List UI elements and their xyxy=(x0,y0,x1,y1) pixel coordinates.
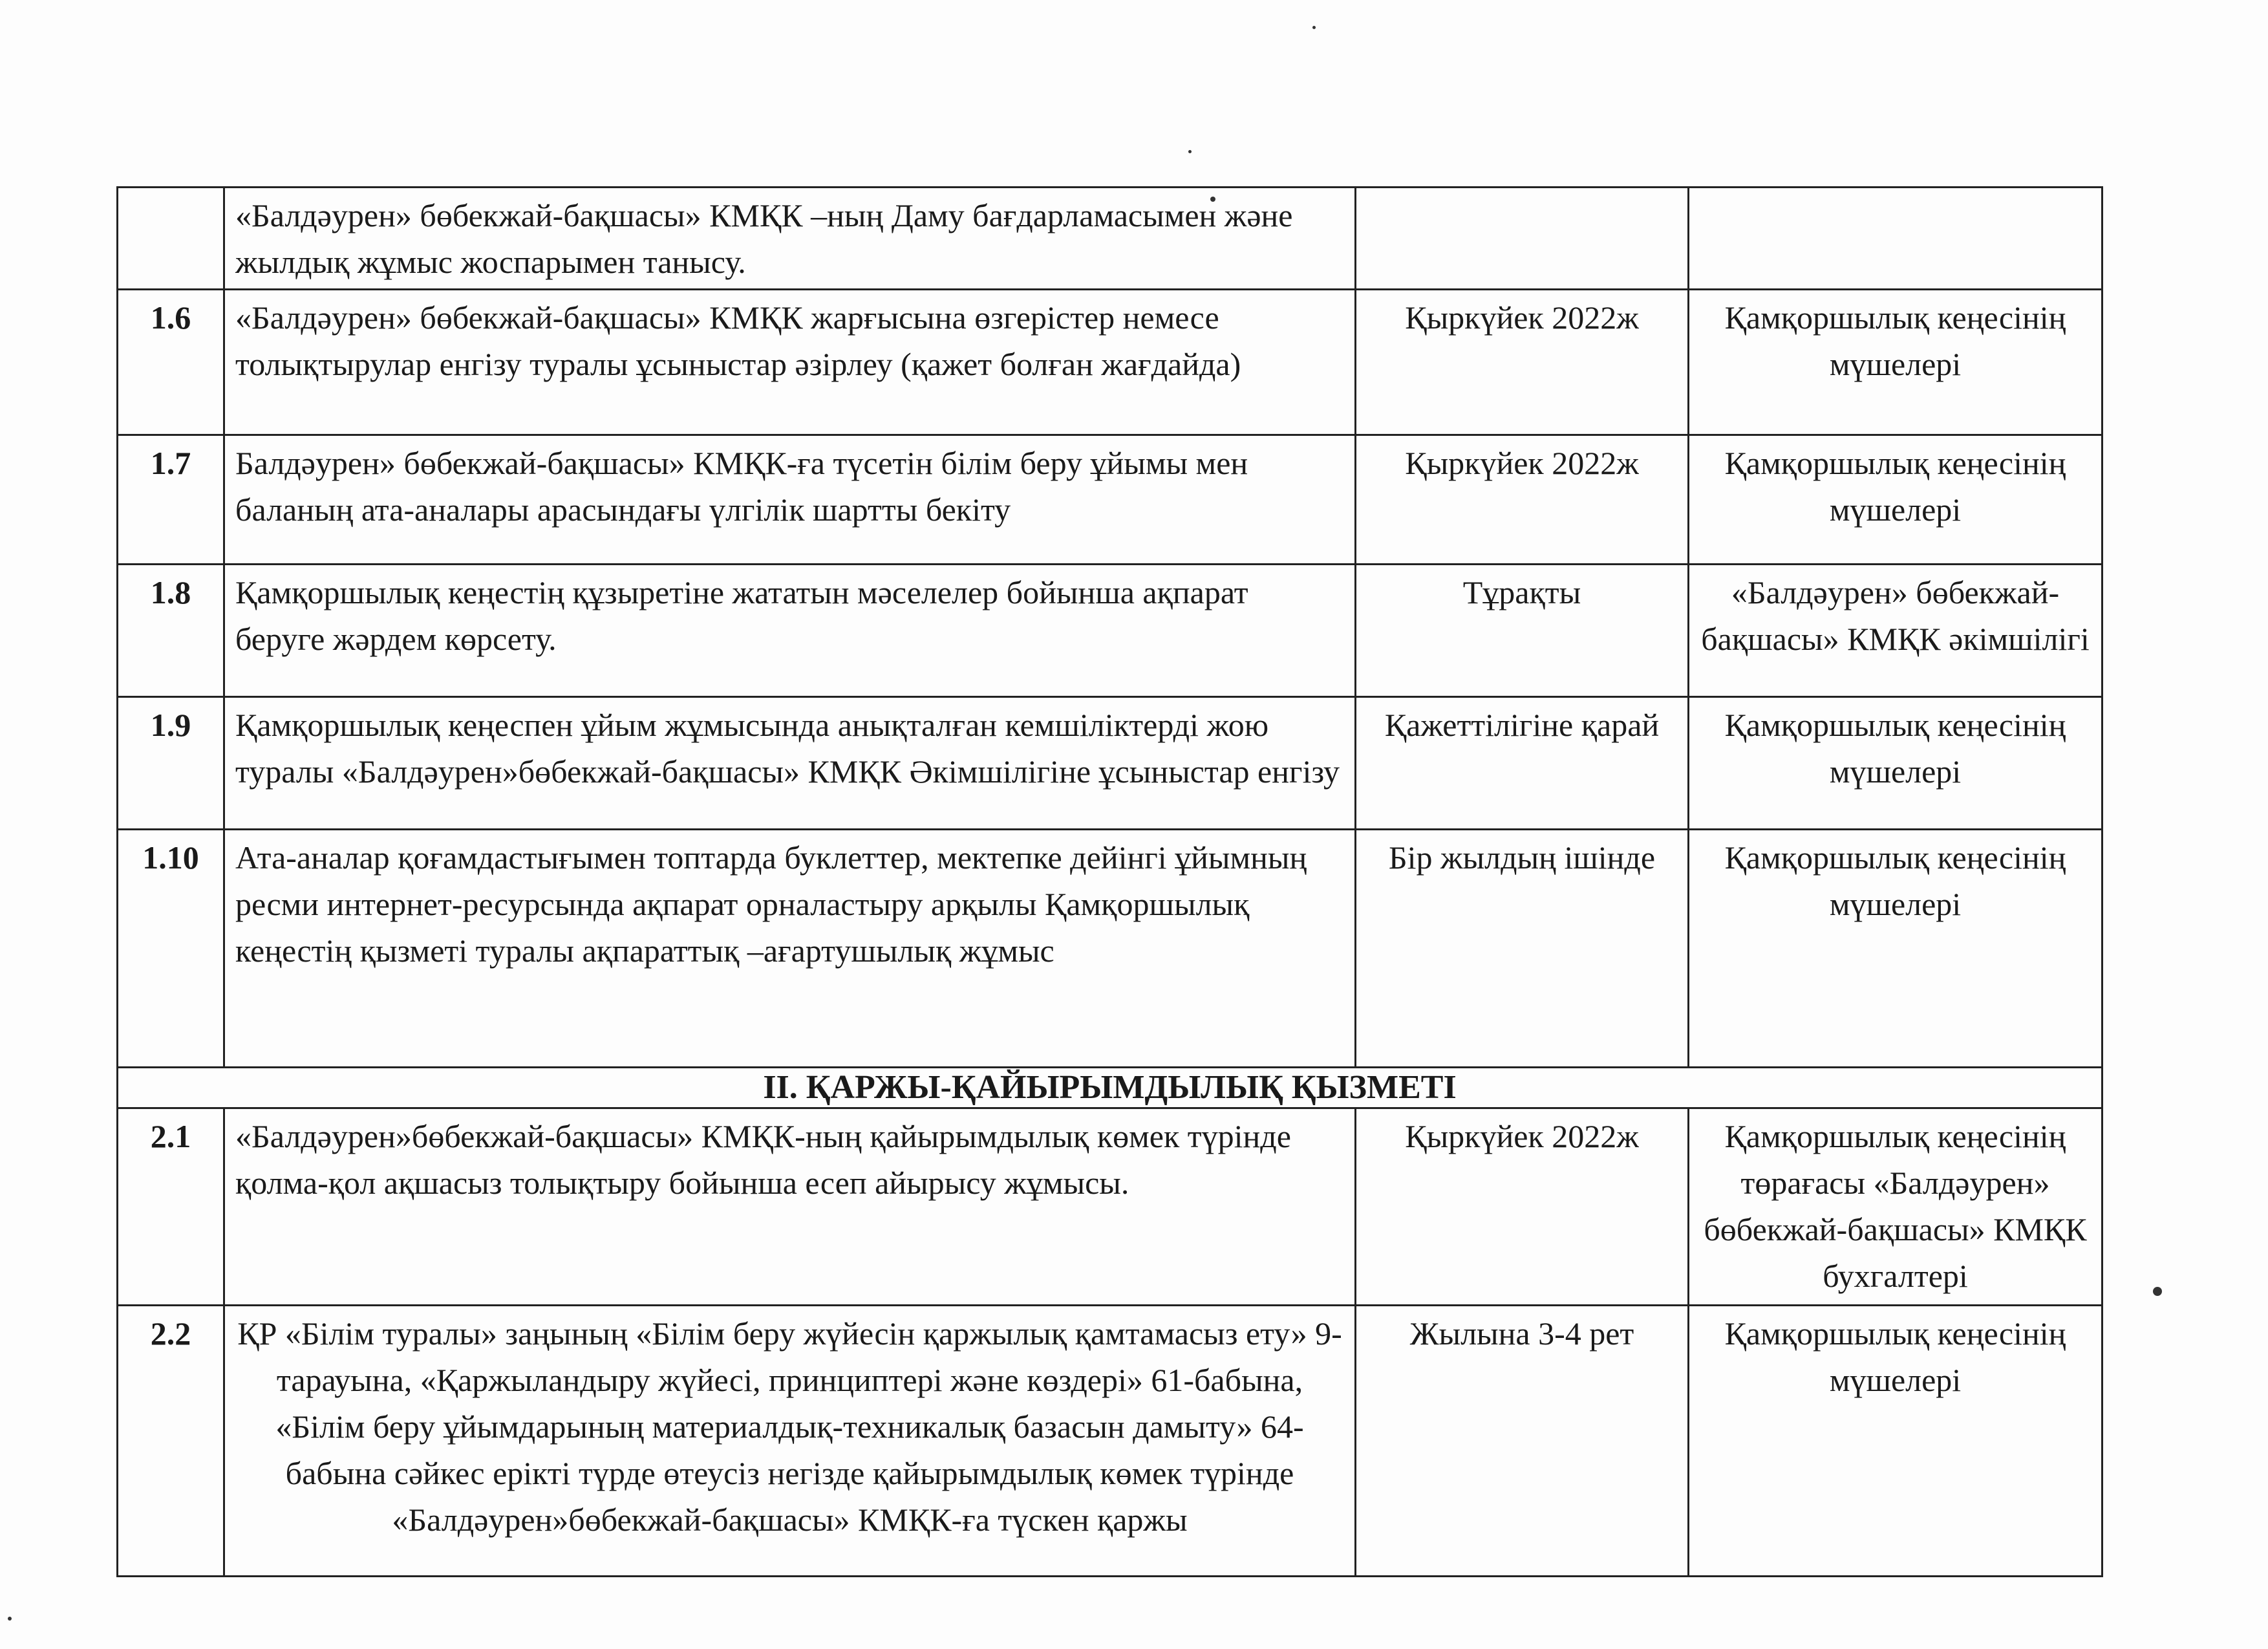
row-responsible: Қамқоршылық кеңесінің мүшелері xyxy=(1689,435,2102,565)
scan-speck xyxy=(1312,26,1316,29)
scan-speck xyxy=(8,1617,12,1621)
row-description: ҚР «Білім туралы» заңының «Білім беру жүйесін қаржылық қамтамасыз ету» 9-тарауына, «Қаржыландыру жүйесі, принциптері және көздері» 61-бабына, «Білім беру ұйымдарының материалдық-техникалық базасын дамыту» 64-бабына сәйкес ерікті түрде өтеусіз негізде қайырымдылық көмек түрінде «Балдәурен»бөбекжай-бақшасы» КМҚК-ға түскен қаржы xyxy=(224,1306,1356,1577)
row-description: «Балдәурен» бөбекжай-бақшасы» КМҚК –ның Даму бағдарламасымен және жылдық жұмыс жоспарымен танысу. xyxy=(224,188,1356,290)
row-description: Қамқоршылық кеңеспен ұйым жұмысында анықталған кемшіліктерді жою туралы «Балдәурен»бөбекжай-бақшасы» КМҚК Әкімшілігіне ұсыныстар енгізу xyxy=(224,697,1356,830)
document-page xyxy=(116,186,2101,1573)
row-responsible: Қамқоршылық кеңесінің мүшелері xyxy=(1689,830,2102,1068)
row-number: 2.2 xyxy=(118,1306,224,1577)
section-heading: II. ҚАРЖЫ-ҚАЙЫРЫМДЫЛЫҚ ҚЫЗМЕТІ xyxy=(118,1068,2102,1108)
table-row xyxy=(118,1306,2102,1577)
row-term: Жылына 3-4 рет xyxy=(1356,1306,1689,1577)
row-description: Ата-аналар қоғамдастығымен топтарда буклеттер, мектепке дейінгі ұйымның ресми интернет-ресурсында ақпарат орналастыру арқылы Қамқоршылық кеңестің қызметі туралы ақпараттық –ағартушылық жұмыс xyxy=(224,830,1356,1068)
row-description: Қамқоршылық кеңестің құзыретіне жататын мәселелер бойынша ақпарат беруге жәрдем көрсету. xyxy=(224,565,1356,697)
row-responsible: «Балдәурен» бөбекжай-бақшасы» КМҚК әкімшілігі xyxy=(1689,565,2102,697)
table-row xyxy=(118,565,2102,697)
row-responsible: Қамқоршылық кеңесінің төрағасы «Балдәурен» бөбекжай-бақшасы» КМҚК бухгалтері xyxy=(1689,1108,2102,1306)
table-row xyxy=(118,290,2102,435)
row-responsible: Қамқоршылық кеңесінің мүшелері xyxy=(1689,290,2102,435)
row-term xyxy=(1356,188,1689,290)
section-row xyxy=(118,1068,2102,1108)
row-term: Қыркүйек 2022ж xyxy=(1356,290,1689,435)
row-responsible: Қамқоршылық кеңесінің мүшелері xyxy=(1689,697,2102,830)
table-row xyxy=(118,435,2102,565)
scan-speck xyxy=(2153,1287,2162,1296)
row-number: 1.9 xyxy=(118,697,224,830)
row-description: Балдәурен» бөбекжай-бақшасы» КМҚК-ға түсетін білім беру ұйымы мен баланың ата-аналары арасындағы үлгілік шартты бекіту xyxy=(224,435,1356,565)
scan-speck xyxy=(1188,150,1192,153)
row-term: Қыркүйек 2022ж xyxy=(1356,435,1689,565)
row-number xyxy=(118,188,224,290)
row-term: Қажеттілігіне қарай xyxy=(1356,697,1689,830)
row-number: 2.1 xyxy=(118,1108,224,1306)
row-description: «Балдәурен»бөбекжай-бақшасы» КМҚК-ның қайырымдылық көмек түрінде қолма-қол ақшасыз толықтыру бойынша есеп айырысу жұмысы. xyxy=(224,1108,1356,1306)
table-row xyxy=(118,188,2102,290)
table-row xyxy=(118,697,2102,830)
row-term: Қыркүйек 2022ж xyxy=(1356,1108,1689,1306)
row-term: Тұрақты xyxy=(1356,565,1689,697)
table-row xyxy=(118,1108,2102,1306)
row-number: 1.6 xyxy=(118,290,224,435)
row-number: 1.8 xyxy=(118,565,224,697)
row-responsible xyxy=(1689,188,2102,290)
row-number: 1.7 xyxy=(118,435,224,565)
row-description: «Балдәурен» бөбекжай-бақшасы» КМҚК жарғысына өзгерістер немесе толықтырулар енгізу туралы ұсыныстар әзірлеу (қажет болған жағдайда) xyxy=(224,290,1356,435)
row-number: 1.10 xyxy=(118,830,224,1068)
row-term: Бір жылдың ішінде xyxy=(1356,830,1689,1068)
table-row xyxy=(118,830,2102,1068)
plan-table xyxy=(116,186,2103,1577)
row-responsible: Қамқоршылық кеңесінің мүшелері xyxy=(1689,1306,2102,1577)
